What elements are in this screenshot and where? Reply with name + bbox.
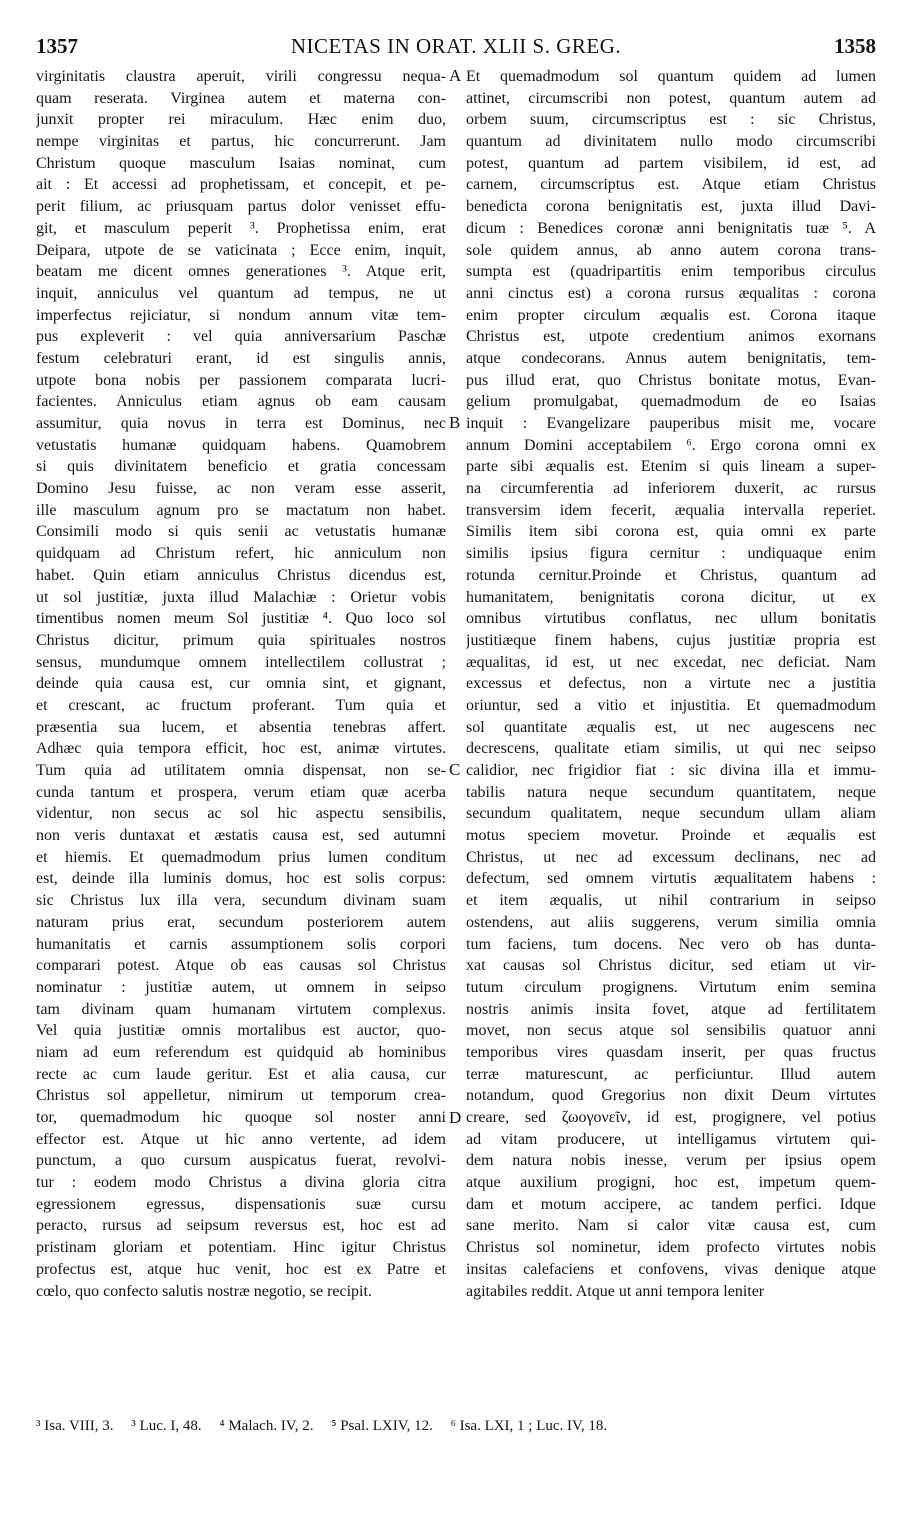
section-marker-d: D	[449, 1108, 462, 1127]
text-line: humanitatis et carnis assumptionem solis corpori	[36, 935, 446, 953]
text-line: non veris duntaxat et æstatis causa est, sed autumni	[36, 827, 446, 845]
text-line: quam reserata. Virginea autem et materna con-	[36, 89, 446, 107]
text-line: temporibus vires quasdam inserit, per quas fructus	[466, 1043, 876, 1061]
section-marker-a: A	[449, 66, 462, 85]
section-marker-b: B	[449, 413, 461, 432]
text-line: pristinam gloriam et potentiam. Hinc igitur Christus	[36, 1239, 446, 1257]
text-line: benedicta corona benignitatis est, juxta illud Davi-	[466, 198, 876, 216]
text-line: pus expleverit : vel quia anniversarium Paschæ	[36, 328, 446, 346]
text-line: defectum, sed omnem virtutis æqualitatem habens :	[466, 870, 876, 888]
text-line: assumitur, quia novus in terra est Dominus, nec	[36, 415, 446, 432]
text-line: festum celebraturi erant, id est singulis annis,	[36, 349, 446, 367]
page-header	[36, 34, 876, 62]
text-line: Deipara, utpote de se vaticinata ; Ecce enim, inquit,	[36, 241, 446, 259]
text-line: tor, quemadmodum hic quoque sol noster anni	[36, 1109, 446, 1126]
text-line: Adhæc quia tempora efficit, hoc est, animæ virtutes.	[36, 740, 446, 758]
text-line: virginitatis claustra aperuit, virili congressu nequa-	[36, 68, 446, 85]
text-line: xat causas sol Christus dicitur, sed etiam ut vir-	[466, 957, 876, 975]
text-line: Christus est, utpote credentium animos exornans	[466, 328, 876, 346]
text-line: Christus sol appelletur, nimirum ut temporum crea-	[36, 1087, 446, 1105]
text-line: nempe virginitas et partus, hic concurrerunt. Jam	[36, 133, 446, 151]
footnote: ³ Luc. I, 48.	[131, 1418, 202, 1434]
text-line: insitas calefaciens et confovens, vivas denique atque	[466, 1260, 876, 1278]
text-line: nominatur : justitiæ autem, ut omnem in seipso	[36, 978, 446, 996]
text-line: enim propter circulum æqualis est. Corona itaque	[466, 306, 876, 324]
text-line: Similis item sibi corona est, quia omni ex parte	[466, 523, 876, 541]
text-line: cœlo, quo confecto salutis nostræ negotio, se recipit.	[36, 1282, 372, 1300]
text-line: inquit, anniculus vel quantum ad tempus, ne ut	[36, 284, 446, 302]
text-line: dicum : Benedices coronæ anni benignitatis tuæ ⁵. A	[466, 219, 876, 237]
text-line: Christum quoque masculum Isaias nominat, cum	[36, 154, 446, 172]
text-line: tutum circulum progignens. Virtutum enim semina	[466, 978, 876, 996]
text-line: attinet, circumscribi non potest, quantum autem ad	[466, 89, 876, 107]
text-line: et hiemis. Et quemadmodum prius lumen conditum	[36, 848, 446, 866]
text-line: niam ad eum referendum est quidquid ab hominibus	[36, 1043, 446, 1061]
text-line: æqualitas, id est, ut nec excedat, nec deficiat. Nam	[466, 653, 876, 671]
text-line: comparari potest. Atque ob eas causas sol Christus	[36, 957, 446, 975]
text-line: sumpta est (quadripartitis enim temporibus circulus	[466, 263, 876, 281]
text-line: recte ac cum laude geritur. Est et alia causa, cur	[36, 1065, 446, 1083]
footnote: ⁵ Psal. LXIV, 12.	[331, 1418, 433, 1434]
text-line: utpote bona nobis per passionem comparata lucri-	[36, 371, 446, 389]
text-line: Domino Jesu fuisse, ac non veram esse asserit,	[36, 480, 446, 498]
text-line: terræ maturescunt, ac perficiuntur. Illud autem	[466, 1065, 876, 1083]
text-line: gelium promulgabat, quemadmodum de eo Isaias	[466, 393, 876, 411]
text-line: similis ipsius figura cernitur : undiquaque enim	[466, 545, 876, 563]
text-line: tam divinam quam humanam virtutem complexus.	[36, 1000, 446, 1018]
text-line: ait : Et accessi ad prophetissam, et concepit, et pe-	[36, 176, 446, 194]
footnotes	[36, 1418, 876, 1435]
text-line: Christus, ut nec ad excessum declinans, nec ad	[466, 848, 876, 866]
text-line: annum Domini acceptabilem ⁶. Ergo corona omni ex	[466, 436, 876, 454]
text-line: excessus et defectus, non a virtute nec a justitia	[466, 675, 876, 693]
text-line: beatam me dicent omnes generationes ³. Atque erit,	[36, 263, 446, 281]
text-line: egressionem egressus, dispensationis suæ cursu	[36, 1195, 446, 1213]
text-line: creare, sed ζωογονεῖν, id est, progignere, vel potius	[466, 1109, 876, 1126]
text-line: Tum quia ad utilitatem omnia dispensat, non se-	[36, 762, 446, 779]
text-line: imperfectus rejiciatur, si nondum annum vitæ tem-	[36, 306, 446, 324]
footnote: ⁶ Isa. LXI, 1 ; Luc. IV, 18.	[450, 1418, 608, 1434]
footnote: ³ Isa. VIII, 3.	[36, 1418, 114, 1434]
right-column	[466, 66, 876, 1302]
page-number-right: 1358	[834, 34, 876, 58]
text-line: potest, quantum ad partem visibilem, id est, ad	[466, 154, 876, 172]
text-line: inquit : Evangelizare pauperibus misit me, vocare	[466, 415, 876, 432]
text-line: carnem, circumscriptus est. Atque etiam Christus	[466, 176, 876, 194]
text-line: quidquam ad Christum refert, hic anniculum non	[36, 545, 446, 563]
text-line: peracto, rursus ad seipsum reversus est, hoc est ad	[36, 1217, 446, 1235]
text-line: secundum qualitatem, neque secundum ullam aliam	[466, 805, 876, 823]
running-title: NICETAS IN ORAT. XLII S. GREG.	[290, 34, 622, 58]
text-line: sole quidem annus, ab anno autem corona trans-	[466, 241, 876, 259]
footnote: ⁴ Malach. IV, 2.	[219, 1418, 314, 1434]
text-line: habet. Quin etiam anniculus Christus dicendus est,	[36, 566, 446, 584]
text-line: deinde quia causa est, cur omnia sint, et gignant,	[36, 675, 446, 693]
text-line: na circumferentia ad inferiorem duxerit, ac rursus	[466, 480, 876, 498]
text-line: rotunda cernitur.Proinde et Christus, quantum ad	[466, 566, 876, 584]
text-line: timentibus nomen meum Sol justitiæ ⁴. Quo loco sol	[36, 610, 446, 628]
text-line: ad vitam producere, ut intelligamus virtutem qui-	[466, 1130, 876, 1148]
text-line: facientes. Anniculus etiam agnus ob eam causam	[36, 393, 446, 411]
text-line: agitabiles reddit. Atque ut anni tempora leniter	[466, 1282, 765, 1300]
text-line: calidior, nec frigidior fiat : sic divina illa et immu-	[466, 762, 876, 779]
text-line: sic Christus lux illa vera, secundum divinam suam	[36, 892, 446, 910]
text-line: anni cinctus est) a corona rursus æqualitas : corona	[466, 284, 876, 302]
text-line: decrescens, qualitate etiam similis, ut qui nec seipso	[466, 740, 876, 758]
text-line: punctum, a quo cursum auspicatus fuerat, revolvi-	[36, 1152, 446, 1170]
text-line: Christus sol nominetur, idem profecto virtutes nobis	[466, 1239, 876, 1257]
text-line: et crescant, ac fructum proferant. Tum quia et	[36, 696, 446, 714]
text-line: præsentia sua lucem, et absentia tenebras affert.	[36, 718, 446, 736]
text-line: motus speciem movetur. Proinde et æqualis est	[466, 827, 876, 845]
text-line: naturam prius erat, secundum posteriorem autem	[36, 913, 446, 931]
text-line: nostris animis insita fovet, atque ad fertilitatem	[466, 1000, 876, 1018]
text-line: tur : eodem modo Christus a divina gloria citra	[36, 1174, 446, 1192]
text-line: Christus dicitur, primum quia spirituales nostros	[36, 631, 446, 649]
text-line: movet, non secus atque sol sensibilis quatuor anni	[466, 1022, 876, 1040]
text-line: oriuntur, sed a vitio et injustitia. Et quemadmodum	[466, 696, 876, 714]
text-line: quantum ad divinitatem nullo modo circumscribi	[466, 133, 876, 151]
text-line: ostendens, aut aliis suggerens, verum similia omnia	[466, 913, 876, 931]
text-line: sensus, mundumque omnem intellectilem collustrat ;	[36, 653, 446, 671]
text-line: Consimili modo si quis senii ac vetustatis humanæ	[36, 523, 446, 541]
text-line: atque auxilium progigni, hoc est, impetum quem-	[466, 1174, 876, 1192]
text-line: git, et masculum peperit ³. Prophetissa enim, erat	[36, 219, 446, 237]
text-line: si quis divinitatem beneficio et gratia concessam	[36, 458, 446, 476]
text-line: tabilis natura neque secundum quantitatem, neque	[466, 783, 876, 801]
text-line: dam et motum accipere, ac tandem perfici. Idque	[466, 1195, 876, 1213]
text-line: justitiæque finem habens, cujus justitiæ propria est	[466, 631, 876, 649]
page-number-left: 1357	[36, 34, 78, 58]
text-line: orbem suum, circumscriptus est : sic Christus,	[466, 111, 876, 129]
text-line: videntur, non secus ac sol hic aspectu sensibilis,	[36, 805, 446, 823]
text-line: humanitatem, benignitatis corona dicitur, ut ex	[466, 588, 876, 606]
text-line: sol quantitate æqualis est, ut nec augescens nec	[466, 718, 876, 736]
text-line: transversim idem fecerit, æqualia intervalla reperiet.	[466, 501, 876, 519]
text-line: dem natura nobis inesse, verum per ipsius opem	[466, 1152, 876, 1170]
text-line: Vel quia justitiæ omnis mortalibus est auctor, quo-	[36, 1022, 446, 1040]
text-line: et item æqualis, ut nihil contrarium in seipso	[466, 892, 876, 910]
text-line: junxit propter rei miraculum. Hæc enim duo,	[36, 111, 446, 129]
text-line: notandum, quod Gregorius non dixit Deum virtutes	[466, 1087, 876, 1105]
text-line: cunda tantum et prospera, verum etiam quæ acerba	[36, 783, 446, 801]
text-line: perit filium, ac priusquam partus dolor venisset effu-	[36, 198, 446, 216]
text-line: est, deinde illa luminis domus, hoc est solis corpus:	[36, 870, 446, 888]
text-line: vetustatis humanæ quidquam habens. Quamobrem	[36, 436, 446, 454]
text-line: ut sol justitiæ, juxta illud Malachiæ : Orietur vobis	[36, 588, 446, 606]
text-line: ille masculum agnum pro se mactatum non habet.	[36, 501, 446, 519]
text-line: Et quemadmodum sol quantum quidem ad lumen	[466, 68, 876, 85]
left-column	[36, 66, 446, 1302]
text-line: omnibus virtutibus conflatus, nec ullum bonitatis	[466, 610, 876, 628]
section-marker-c: C	[449, 760, 461, 779]
text-line: atque condecorans. Annus autem benignitatis, tem-	[466, 349, 876, 367]
text-line: sane merito. Nam si calor vitæ causa est, cum	[466, 1217, 876, 1235]
text-line: tum faciens, tum docens. Nec vero ob has dunta-	[466, 935, 876, 953]
text-line: pus illud erat, quo Christus bonitate motus, Evan-	[466, 371, 876, 389]
text-line: parte sibi æqualis est. Etenim si quis lineam a super-	[466, 458, 876, 476]
text-line: profectus est, atque huc venit, hoc est ex Patre et	[36, 1260, 446, 1278]
text-line: effector est. Atque ut hic anno vertente, ad idem	[36, 1130, 446, 1148]
